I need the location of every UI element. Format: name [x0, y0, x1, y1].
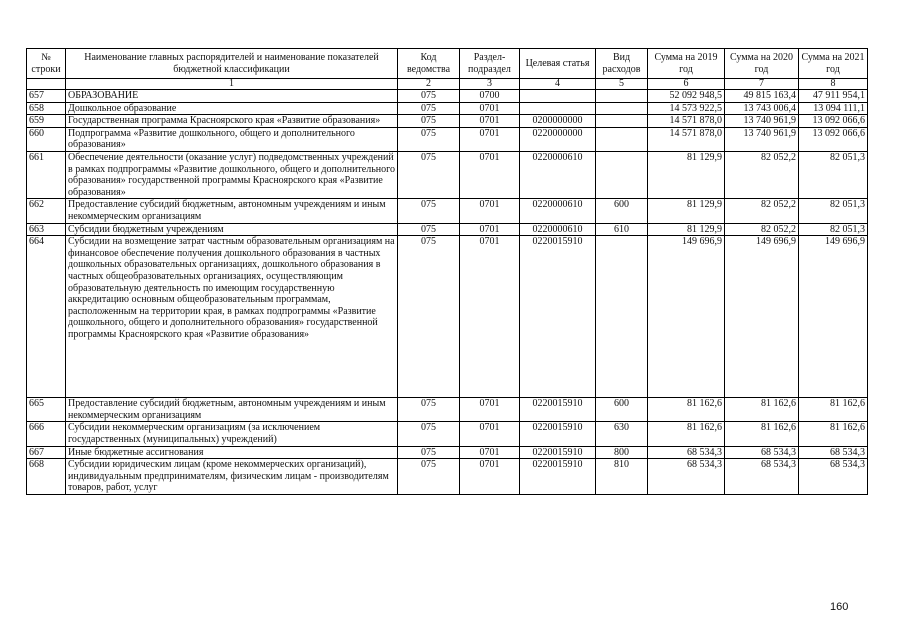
- row-number: 661: [27, 151, 66, 198]
- row-expense-type: 600: [596, 199, 648, 223]
- row-sum-2020: 82 052,2: [725, 199, 799, 223]
- row-sum-2019: 68 534,3: [648, 459, 725, 495]
- table-header-row: [27, 49, 868, 79]
- row-target-article: 0220000000: [520, 127, 596, 151]
- row-sum-2019: 149 696,9: [648, 236, 725, 398]
- column-number-cell: 3: [460, 79, 520, 90]
- row-sum-2021: 13 094 111,1: [799, 102, 868, 115]
- row-sum-2019: 14 573 922,5: [648, 102, 725, 115]
- table-row: [27, 90, 868, 103]
- row-dept-code: 075: [398, 102, 460, 115]
- row-section: 0701: [460, 422, 520, 446]
- col-header-target-article: Целевая статья: [520, 49, 596, 79]
- row-section: 0701: [460, 127, 520, 151]
- row-number: 664: [27, 236, 66, 398]
- row-expense-type: [596, 115, 648, 128]
- row-sum-2019: 81 129,9: [648, 151, 725, 198]
- row-target-article: 0220015910: [520, 459, 596, 495]
- row-name: Подпрограмма «Развитие дошкольного, общего и дополнительного образования»: [66, 127, 398, 151]
- row-section: 0701: [460, 398, 520, 422]
- row-number: 660: [27, 127, 66, 151]
- column-number-cell: 8: [799, 79, 868, 90]
- column-number-cell: 6: [648, 79, 725, 90]
- budget-table: [26, 48, 868, 495]
- row-dept-code: 075: [398, 422, 460, 446]
- row-sum-2020: 13 740 961,9: [725, 115, 799, 128]
- table-row: [27, 236, 868, 398]
- table-row: [27, 422, 868, 446]
- column-number-cell: [27, 79, 66, 90]
- row-name: Дошкольное образование: [66, 102, 398, 115]
- row-name: Иные бюджетные ассигнования: [66, 446, 398, 459]
- row-sum-2020: 13 743 006,4: [725, 102, 799, 115]
- col-header-row-number: № строки: [27, 49, 66, 79]
- column-number-cell: 1: [66, 79, 398, 90]
- row-sum-2021: 81 162,6: [799, 422, 868, 446]
- row-name: Предоставление субсидий бюджетным, автономным учреждениям и иным некоммерческим организациям: [66, 398, 398, 422]
- column-number-cell: 5: [596, 79, 648, 90]
- row-dept-code: 075: [398, 115, 460, 128]
- row-sum-2019: 14 571 878,0: [648, 127, 725, 151]
- row-name: Субсидии бюджетным учреждениям: [66, 223, 398, 236]
- row-sum-2021: 81 162,6: [799, 398, 868, 422]
- row-sum-2020: 49 815 163,4: [725, 90, 799, 103]
- row-target-article: [520, 90, 596, 103]
- row-sum-2019: 68 534,3: [648, 446, 725, 459]
- table-row: [27, 398, 868, 422]
- row-expense-type: 610: [596, 223, 648, 236]
- row-number: 663: [27, 223, 66, 236]
- row-sum-2021: 13 092 066,6: [799, 115, 868, 128]
- row-target-article: 0220000610: [520, 199, 596, 223]
- row-sum-2019: 14 571 878,0: [648, 115, 725, 128]
- col-header-sum-2020: Сумма на 2020 год: [725, 49, 799, 79]
- row-sum-2021: 13 092 066,6: [799, 127, 868, 151]
- col-header-section: Раздел-подраздел: [460, 49, 520, 79]
- row-target-article: 0220000610: [520, 223, 596, 236]
- row-sum-2020: 81 162,6: [725, 398, 799, 422]
- column-number-cell: 2: [398, 79, 460, 90]
- row-dept-code: 075: [398, 223, 460, 236]
- row-name: Обеспечение деятельности (оказание услуг) подведомственных учреждений в рамках подпрограммы «Развитие дошкольного, общего и дополнительного образования» государственной программы Красноярского края «Развитие образования»: [66, 151, 398, 198]
- row-number: 659: [27, 115, 66, 128]
- row-name: Субсидии юридическим лицам (кроме некоммерческих организаций), индивидуальным предпринимателям, физическим лицам - производителям товаров, работ, услуг: [66, 459, 398, 495]
- row-sum-2021: 82 051,3: [799, 199, 868, 223]
- row-number: 668: [27, 459, 66, 495]
- row-sum-2020: 149 696,9: [725, 236, 799, 398]
- row-dept-code: 075: [398, 90, 460, 103]
- row-section: 0701: [460, 223, 520, 236]
- row-expense-type: 630: [596, 422, 648, 446]
- row-target-article: 0220000610: [520, 151, 596, 198]
- row-sum-2020: 81 162,6: [725, 422, 799, 446]
- row-expense-type: 800: [596, 446, 648, 459]
- row-section: 0701: [460, 102, 520, 115]
- row-target-article: 0220015910: [520, 422, 596, 446]
- row-expense-type: 600: [596, 398, 648, 422]
- table-row: [27, 115, 868, 128]
- row-sum-2019: 81 162,6: [648, 398, 725, 422]
- row-dept-code: 075: [398, 446, 460, 459]
- row-target-article: [520, 102, 596, 115]
- col-header-name: Наименование главных распорядителей и наименование показателей бюджетной классификации: [66, 49, 398, 79]
- table-row: [27, 102, 868, 115]
- row-sum-2020: 13 740 961,9: [725, 127, 799, 151]
- table-row: [27, 199, 868, 223]
- row-sum-2020: 68 534,3: [725, 446, 799, 459]
- row-dept-code: 075: [398, 398, 460, 422]
- row-dept-code: 075: [398, 199, 460, 223]
- row-sum-2021: 82 051,3: [799, 151, 868, 198]
- row-sum-2019: 52 092 948,5: [648, 90, 725, 103]
- row-target-article: 0220015910: [520, 236, 596, 398]
- row-sum-2020: 82 052,2: [725, 223, 799, 236]
- table-row: [27, 127, 868, 151]
- row-expense-type: [596, 236, 648, 398]
- row-sum-2021: 68 534,3: [799, 459, 868, 495]
- row-name: Субсидии некоммерческим организациям (за исключением государственных (муниципальных) учреждений): [66, 422, 398, 446]
- row-sum-2021: 47 911 954,1: [799, 90, 868, 103]
- row-section: 0701: [460, 115, 520, 128]
- row-sum-2020: 68 534,3: [725, 459, 799, 495]
- row-expense-type: [596, 127, 648, 151]
- row-name: Предоставление субсидий бюджетным, автономным учреждениям и иным некоммерческим организациям: [66, 199, 398, 223]
- row-section: 0701: [460, 446, 520, 459]
- column-number-row: [27, 79, 868, 90]
- row-target-article: 0220015910: [520, 398, 596, 422]
- row-sum-2019: 81 129,9: [648, 223, 725, 236]
- row-sum-2021: 68 534,3: [799, 446, 868, 459]
- row-target-article: 0200000000: [520, 115, 596, 128]
- row-section: 0701: [460, 199, 520, 223]
- row-section: 0701: [460, 151, 520, 198]
- row-number: 657: [27, 90, 66, 103]
- row-section: 0701: [460, 236, 520, 398]
- row-section: 0701: [460, 459, 520, 495]
- row-name: Государственная программа Красноярского края «Развитие образования»: [66, 115, 398, 128]
- col-header-sum-2021: Сумма на 2021 год: [799, 49, 868, 79]
- row-expense-type: 810: [596, 459, 648, 495]
- row-sum-2021: 82 051,3: [799, 223, 868, 236]
- row-target-article: 0220015910: [520, 446, 596, 459]
- row-name: Субсидии на возмещение затрат частным образовательным организациям на финансовое обеспечение получения дошкольного образования в частных дошкольных образовательных организациях, дошкольного образования в частных общеобразовательных организациях, осуществляющим образовательную деятельность по имеющим государственную аккредитацию основным общеобразовательным программам, расположенным на территории края, в рамках подпрограммы «Развитие дошкольного, общего и дополнительного образования» государственной программы Красноярского края «Развитие образования»: [66, 236, 398, 398]
- row-expense-type: [596, 151, 648, 198]
- row-dept-code: 075: [398, 151, 460, 198]
- row-name: ОБРАЗОВАНИЕ: [66, 90, 398, 103]
- row-sum-2021: 149 696,9: [799, 236, 868, 398]
- table-row: [27, 446, 868, 459]
- row-sum-2020: 82 052,2: [725, 151, 799, 198]
- column-number-cell: 4: [520, 79, 596, 90]
- col-header-expense-type: Вид расходов: [596, 49, 648, 79]
- col-header-dept-code: Код ведомства: [398, 49, 460, 79]
- row-number: 665: [27, 398, 66, 422]
- row-number: 667: [27, 446, 66, 459]
- row-dept-code: 075: [398, 236, 460, 398]
- table-row: [27, 151, 868, 198]
- row-sum-2019: 81 162,6: [648, 422, 725, 446]
- row-dept-code: 075: [398, 127, 460, 151]
- row-number: 658: [27, 102, 66, 115]
- page-number: 160: [830, 601, 849, 613]
- table-row: [27, 459, 868, 495]
- column-number-cell: 7: [725, 79, 799, 90]
- row-expense-type: [596, 102, 648, 115]
- row-section: 0700: [460, 90, 520, 103]
- row-number: 666: [27, 422, 66, 446]
- table-row: [27, 223, 868, 236]
- col-header-sum-2019: Сумма на 2019 год: [648, 49, 725, 79]
- row-sum-2019: 81 129,9: [648, 199, 725, 223]
- row-number: 662: [27, 199, 66, 223]
- row-dept-code: 075: [398, 459, 460, 495]
- row-expense-type: [596, 90, 648, 103]
